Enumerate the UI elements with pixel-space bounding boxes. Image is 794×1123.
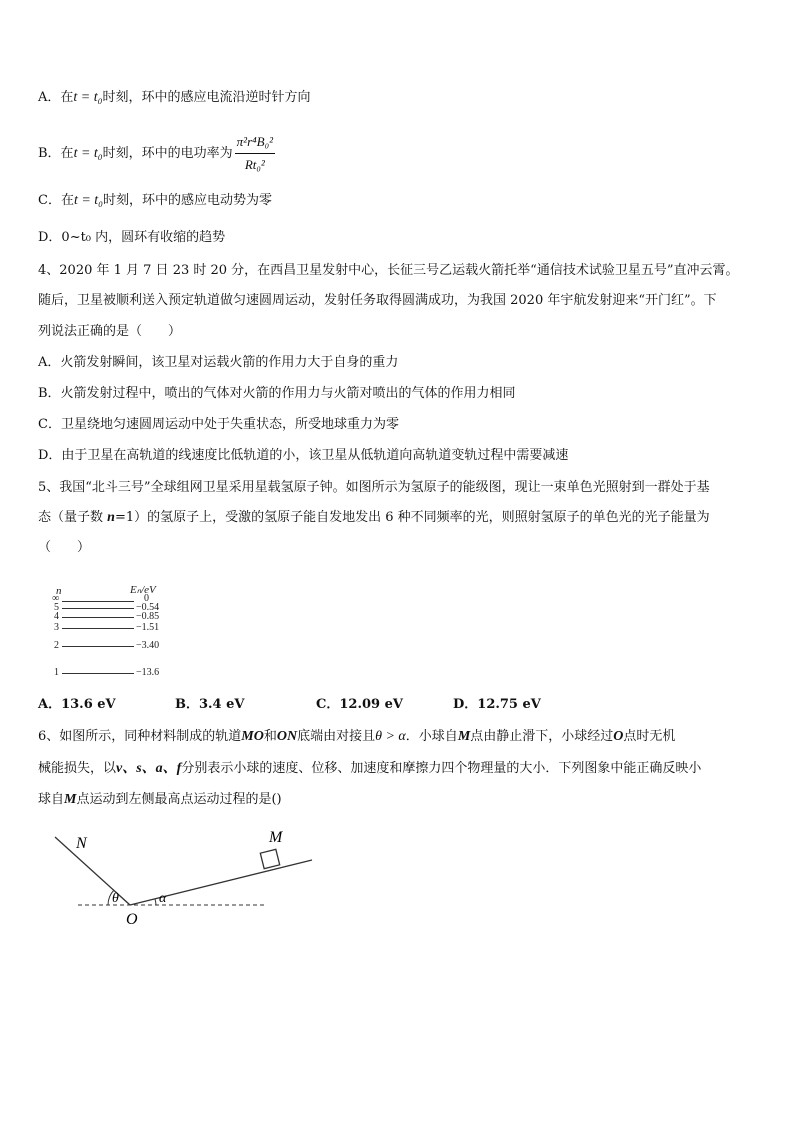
level-line-5 xyxy=(62,608,134,609)
q3-b-time: t = t₀ xyxy=(73,146,103,161)
label-theta: θ xyxy=(112,891,119,906)
q4-option-b: B．火箭发射过程中，喷出的气体对火箭的作用力与火箭对喷出的气体的作用力相同 xyxy=(38,386,516,401)
q6-track-on: ON xyxy=(276,729,298,744)
q6-point-m-2: M xyxy=(64,792,77,807)
q3-c-prefix: C．在 xyxy=(38,193,74,208)
diagram-energy-header: Eₙ/eV xyxy=(130,584,156,596)
level-line-inf xyxy=(62,601,134,602)
q6-line3-a: 球自 xyxy=(38,792,65,807)
q3-a-suffix: 时刻，环中的感应电流沿逆时针方向 xyxy=(102,90,311,105)
label-o: O xyxy=(126,911,138,928)
level-n-1: 1 xyxy=(54,667,59,678)
level-n-2: 2 xyxy=(54,640,59,651)
level-e-2: −3.40 xyxy=(136,640,160,651)
q5-quantum-n: n xyxy=(107,510,115,525)
q6-line2-b: 分别表示小球的速度、位移、加速度和摩擦力四个物理量的大小．下列图象中能正确反映小 xyxy=(181,761,702,776)
q6-stem-line2 xyxy=(38,761,701,777)
energy-level-diagram xyxy=(52,583,182,683)
q3-b-numerator: π²r⁴B₀² xyxy=(235,132,275,154)
q6-line3-b: 点运动到左侧最高点运动过程的是() xyxy=(76,792,282,807)
q3-option-c xyxy=(38,193,272,209)
q3-option-b xyxy=(38,132,275,175)
q6-line2-a: 械能损失，以 xyxy=(38,761,117,776)
q6-stem-line1 xyxy=(38,729,675,745)
q6-variables: v、s、a、f xyxy=(116,761,182,776)
q6-stem-line3 xyxy=(38,792,282,808)
q6-line1-d: 点由静止滑下，小球经过 xyxy=(470,729,614,744)
q6-track-mo: MO xyxy=(241,729,264,744)
q4-option-c: C．卫星绕地匀速圆周运动中处于失重状态，所受地球重力为零 xyxy=(38,417,399,432)
level-line-4 xyxy=(62,617,134,618)
q6-point-m: M xyxy=(457,729,471,744)
q5-option-b: B．3.4 eV xyxy=(175,697,245,712)
q5-stem-line3: （ ） xyxy=(38,540,91,555)
level-e-4: −0.85 xyxy=(136,611,160,622)
block-m xyxy=(260,849,279,868)
q4-stem-line2: 随后，卫星被顺利送入预定轨道做匀速圆周运动，发射任务取得圆满成功，为我国 2020 年宇航发射迎来“开门红”。下 xyxy=(38,293,717,308)
q3-c-time: t = t₀ xyxy=(73,193,104,208)
level-n-4: 4 xyxy=(54,611,59,622)
level-e-1: −13.6 xyxy=(136,667,160,678)
level-n-3: 3 xyxy=(54,622,59,633)
diagram-n-header: n xyxy=(56,585,62,597)
level-n-5: 5 xyxy=(54,602,59,613)
q6-line1-e: 点时无机 xyxy=(623,729,676,744)
q5-stem-line2 xyxy=(38,510,710,526)
q5-option-d: D．12.75 eV xyxy=(453,697,541,712)
track-figure xyxy=(50,822,320,932)
level-line-3 xyxy=(62,628,134,629)
track-mo xyxy=(130,860,312,905)
level-n-inf: ∞ xyxy=(52,593,60,604)
level-line-1 xyxy=(62,673,134,674)
q5-line2-part-b: =1）的氢原子上，受激的氢原子能自发地发出 6 种不同频率的光，则照射氢原子的单色光的光子能量为 xyxy=(114,510,710,525)
q4-stem-line3: 列说法正确的是（ ） xyxy=(38,324,182,339)
label-n: N xyxy=(76,835,87,852)
q5-line2-part-a: 态（量子数 xyxy=(38,510,108,525)
q3-b-denominator: Rt₀² xyxy=(244,157,265,172)
level-e-inf: 0 xyxy=(144,593,149,604)
label-m: M xyxy=(269,829,283,846)
q3-b-fraction xyxy=(235,132,275,175)
level-e-5: −0.54 xyxy=(136,602,160,613)
q6-condition: θ > α xyxy=(375,729,406,744)
q6-line1-b: 底端由对接且 xyxy=(297,729,376,744)
q5-option-a: A．13.6 eV xyxy=(38,697,116,712)
q6-point-o: O xyxy=(613,729,624,744)
q6-line1-c: ．小球自 xyxy=(405,729,458,744)
q3-a-time: t = t₀ xyxy=(73,90,103,105)
q5-option-c: C．12.09 eV xyxy=(316,697,403,712)
q4-stem-line1: 4、2020 年 1 月 7 日 23 时 20 分，在西昌卫星发射中心，长征三号乙运载火箭托举“通信技术试验卫星五号”直冲云霄。 xyxy=(38,263,739,278)
q3-b-prefix: B．在 xyxy=(38,146,74,161)
q3-b-suffix: 时刻，环中的电功率为 xyxy=(102,146,233,161)
q4-option-a: A．火箭发射瞬间，该卫星对运载火箭的作用力大于自身的重力 xyxy=(38,355,399,370)
q6-line1-a: 6、如图所示，同种材料制成的轨道 xyxy=(38,729,242,744)
q3-a-prefix: A．在 xyxy=(38,90,74,105)
level-e-3: −1.51 xyxy=(136,622,160,633)
q4-option-d: D．由于卫星在高轨道的线速度比低轨道的小，该卫星从低轨道向高轨道变轨过程中需要减速 xyxy=(38,448,569,463)
q3-c-suffix: 时刻，环中的感应电动势为零 xyxy=(103,193,273,208)
level-line-2 xyxy=(62,646,134,647)
q3-option-d: D．0~t₀ 内，圆环有收缩的趋势 xyxy=(38,230,226,245)
label-alpha: α xyxy=(159,891,167,906)
angle-alpha-arc xyxy=(155,899,156,905)
q5-stem-line1: 5、我国“北斗三号”全球组网卫星采用星载氢原子钟。如图所示为氢原子的能级图，现让一束单色光照射到一群处于基 xyxy=(38,480,710,495)
q3-option-a xyxy=(38,90,311,106)
q6-and: 和 xyxy=(263,729,277,744)
